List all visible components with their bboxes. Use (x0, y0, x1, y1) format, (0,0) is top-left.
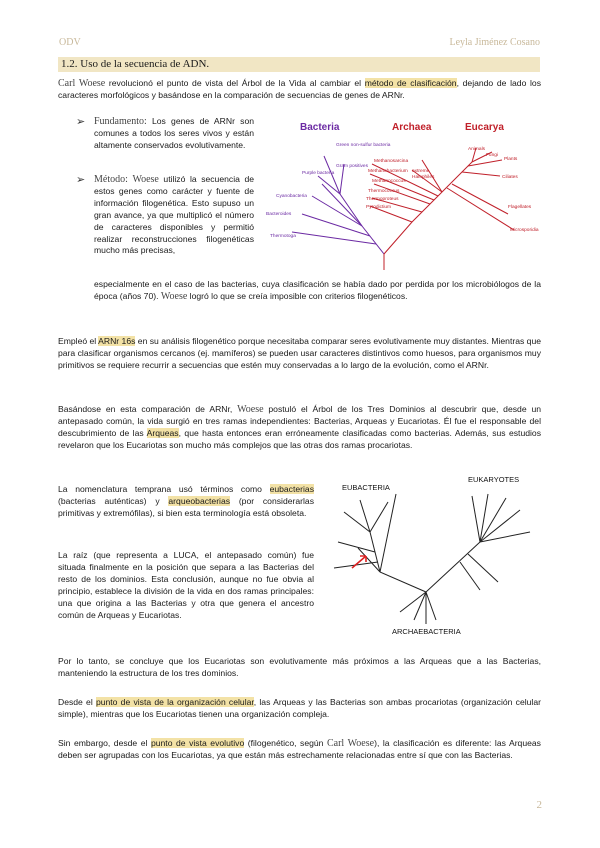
paragraph-arnr: Empleó el ARNr 16s en su análisis filogenético porque necesitaba comparar seres evolutivamente muy distantes. Mientras que para clasificar organismos cercanos (ej. mamíferos) se pueden usar caracteres distintivos como huesos, para organismos muy primitivos se requiere recurrir a secuencias que estén muy conservadas a lo largo de la evolución, como el ARNr. (58, 336, 542, 370)
svg-text:Purple bacteria: Purple bacteria (302, 171, 335, 176)
paragraph-evolutionary: Sin embargo, desde el punto de vista evolutivo (filogenético, según Carl Woese), la clasificación es diferente: las Arqueas deben ser agrupadas con los Eucariotas, ya que están más estrechamente relacionadas entre sí que con las Bacterias. (58, 738, 541, 760)
svg-text:Thermoproteus: Thermoproteus (366, 197, 399, 202)
domain-eucarya: Eucarya (465, 122, 504, 133)
svg-text:Ciliates: Ciliates (502, 175, 518, 180)
domain-bacteria: Bacteria (300, 122, 340, 133)
author-name: Carl Woese (58, 78, 106, 89)
svg-text:Bacteroides: Bacteroides (266, 212, 292, 217)
highlight: eubacterias (269, 484, 314, 494)
section-title: 1.2. Uso de la secuencia de ADN. (58, 57, 540, 72)
svg-text:Methanobacterium: Methanobacterium (368, 169, 408, 174)
paragraph-root: La raíz (que representa a LUCA, el antepasado común) fue situada finalmente en la posición que separa a las Bacterias del resto de los dominios. Esta conclusión, aunque no fue obvia al principio, establece la división de la vida en dos ramas principales: una que origina a las Bacterias y otra que genera el ancestro común de Arqueas y Eucariotas. (58, 550, 314, 620)
label-eukaryotes: EUKARYOTES (468, 475, 520, 484)
svg-text:Halophiles: Halophiles (412, 175, 435, 180)
label-eubacteria: EUBACTERIA (342, 483, 390, 492)
svg-text:Plants: Plants (504, 157, 518, 162)
highlight: ARNr 16s (98, 336, 136, 346)
eubacteria-eukaryotes-tree-figure (330, 472, 545, 642)
paragraph-three-domains: Basándose en esta comparación de ARNr, Woese postuló el Árbol de los Tres Dominios al descubrir que, desde un antepasado común, la vida surgió en tres ramas independientes: Bacterias, Arqueas y Eucariotas. Él fue el responsable del descubrimiento de las Arqueas, que hasta entonces eran erróneamente clasificadas como bacterias. Además, sus estudios revelaron que los Eucariotas son mucho más complejos que las otras dos ramas procariotas. (58, 404, 542, 450)
bullet-marker: ➢ (76, 116, 86, 128)
svg-text:extreme: extreme (412, 169, 430, 174)
bullet-marker: ➢ (76, 174, 86, 186)
svg-text:Thermococcus: Thermococcus (368, 189, 400, 194)
highlight: método de clasificación (364, 78, 457, 88)
page-number: 2 (536, 799, 542, 811)
header-right: Leyla Jiménez Cosano (449, 37, 540, 48)
highlight: arqueobacterias (168, 495, 231, 506)
bullet-continuation: especialmente en el caso de las bacterias, cuya clasificación se había dado por perdida por los microbiólogos de la época (años 70). Woese logró lo que se creía imposible con criterios filogenéticos. (94, 279, 541, 302)
svg-text:Flagellates: Flagellates (508, 205, 532, 210)
paragraph-cell-organization: Desde el punto de vista de la organización celular, las Arqueas y las Bacterias son ambas procariotas (organización celular simple), mientras que los Eucariotas tienen una organización compleja. (58, 697, 541, 719)
label-archaebacteria: ARCHAEBACTERIA (392, 627, 461, 636)
highlight: punto de vista evolutivo (150, 738, 245, 748)
svg-text:Cyanobacteria: Cyanobacteria (276, 194, 307, 199)
svg-text:Thermotoga: Thermotoga (270, 234, 296, 239)
bullet-metodo: Método: Woese utilizó la secuencia de estos genes como carácter y fuente de información filogenética. Esto supuso un gran avance, ya que multiplicó el número de caracteres disponibles y permitió realizar reconstrucciones filogenéticas mucho más precisas, (94, 174, 255, 256)
highlight: punto de vista de la organización celular (95, 697, 254, 707)
svg-text:Methanosarcina: Methanosarcina (374, 159, 409, 164)
highlight: Arqueas (146, 427, 179, 438)
header-left: ODV (59, 37, 81, 48)
svg-text:Gram positives: Gram positives (336, 164, 368, 169)
svg-text:Animals: Animals (468, 147, 486, 152)
svg-text:Fungi: Fungi (486, 153, 498, 158)
paragraph-conclusion: Por lo tanto, se concluye que los Eucariotas son evolutivamente más próximos a las Arqueas que a las Bacterias, manteniendo la estructura de los tres dominios. (58, 656, 541, 678)
svg-text:Pyrodictium: Pyrodictium (366, 205, 392, 210)
svg-text:Green non-sulfur bacteria: Green non-sulfur bacteria (336, 143, 391, 148)
paragraph-intro: Carl Woese revolucionó el punto de vista del Árbol de la Vida al cambiar el método de clasificación, dejando de lado los caracteres morfológicos y basándose en la comparación de secuencias de genes de ARNr. (58, 78, 542, 100)
svg-text:Microsporidia: Microsporidia (510, 228, 539, 233)
paragraph-nomenclature: La nomenclatura temprana usó términos como eubacterias (bacterias auténticas) y arqueobacterias (por considerarlas primitivas y extremófilas), si bien esta terminología está obsoleta. (58, 484, 314, 518)
three-domains-tree-figure (262, 114, 552, 274)
domain-archaea: Archaea (392, 122, 432, 133)
bullet-fundamento: Fundamento: Los genes de ARNr son comunes a todos los seres vivos y están altamente conservados evolutivamente. (94, 116, 254, 150)
svg-text:Methanococcus: Methanococcus (372, 179, 406, 184)
